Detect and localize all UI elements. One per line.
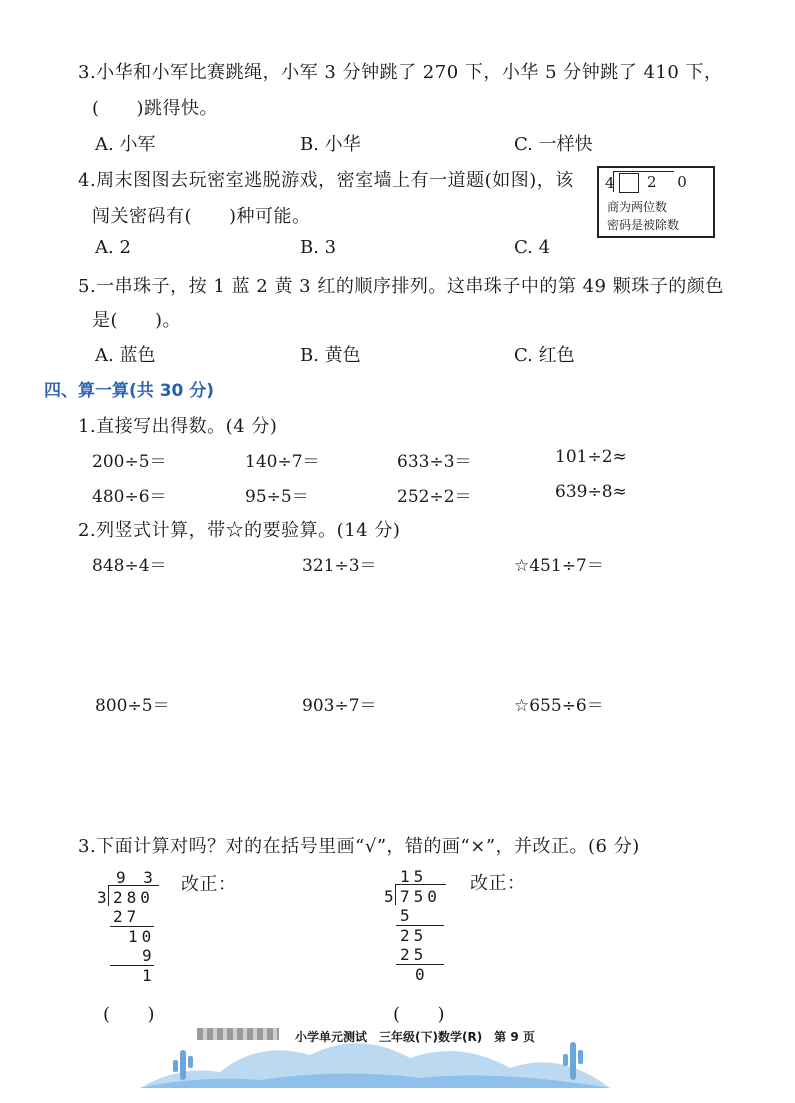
step-3: 25 <box>400 945 428 964</box>
quotient: 9 3 <box>116 868 157 887</box>
dividend: 750 <box>400 887 441 906</box>
part1-title: 1.直接写出得数。(4 分) <box>78 416 278 437</box>
part3-title: 3.下面计算对吗？对的在括号里画“√”，错的画“×”，并改正。(6 分) <box>78 836 640 857</box>
footer-landscape-decoration <box>140 1010 610 1090</box>
q5-option-c: C. 红色 <box>514 345 575 366</box>
vertical-calc-item: 903÷7＝ <box>302 696 377 716</box>
puzzle-divisor: 4 <box>605 174 615 192</box>
step-3: 9 <box>142 946 156 965</box>
password-puzzle-box <box>597 166 715 238</box>
remainder: 1 <box>142 966 156 985</box>
puzzle-hint1: 商为两位数 <box>607 200 668 214</box>
q4-line1: 4.周末图图去玩密室逃脱游戏，密室墙上有一道题(如图)，该 <box>78 170 574 191</box>
q3-line1: 3.小华和小军比赛跳绳，小军 3 分钟跳了 270 下，小华 5 分钟跳了 410 下， <box>78 62 723 83</box>
blank-digit-square <box>619 173 639 193</box>
divisor: 5 <box>384 887 398 906</box>
vertical-calc-item: ☆451÷7＝ <box>514 556 604 576</box>
step-1: 5 <box>400 906 414 925</box>
q5-option-a: A. 蓝色 <box>95 345 156 366</box>
divisor: 3 <box>97 888 111 907</box>
q4-line2: 闯关密码有( )种可能。 <box>92 206 311 227</box>
calc-item: 200÷5＝ <box>92 452 167 472</box>
q5-line1: 5.一串珠子，按 1 蓝 2 黄 3 红的顺序排列。这串珠子中的第 49 颗珠子的颜色 <box>78 276 724 297</box>
calc-item: 480÷6＝ <box>92 487 167 507</box>
q3-line2: ( )跳得快。 <box>92 98 219 119</box>
step-2: 10 <box>128 927 156 946</box>
dividend: 280 <box>113 888 154 907</box>
q4-option-b: B. 3 <box>300 237 337 258</box>
calc-item: 101÷2≈ <box>555 447 627 467</box>
q5-option-b: B. 黄色 <box>300 345 361 366</box>
answer-paren-right[interactable]: ( ) <box>393 1004 446 1025</box>
part2-title: 2.列竖式计算，带☆的要验算。(14 分) <box>78 520 401 541</box>
correction-label-left: 改正： <box>181 874 237 895</box>
calc-item: 140÷7＝ <box>245 452 320 472</box>
vertical-calc-item: 800÷5＝ <box>95 696 170 716</box>
correction-label-right: 改正： <box>470 873 526 894</box>
remainder: 0 <box>415 965 429 984</box>
calc-item: 95÷5＝ <box>245 487 309 507</box>
q3-option-c: C. 一样快 <box>514 134 593 155</box>
step-2: 25 <box>400 926 428 945</box>
step-1: 27 <box>113 907 141 926</box>
section-title: 四、算一算(共 30 分) <box>44 381 215 401</box>
vertical-calc-item: 848÷4＝ <box>92 556 167 576</box>
q3-option-a: A. 小军 <box>95 134 156 155</box>
q5-line2: 是( )。 <box>92 310 182 331</box>
puzzle-dividend-digits: 2 0 <box>647 173 695 191</box>
calc-item: 639÷8≈ <box>555 482 627 502</box>
q4-option-c: C. 4 <box>514 237 551 258</box>
vertical-calc-item: 321÷3＝ <box>302 556 377 576</box>
footer-blur-block <box>197 1028 279 1040</box>
calc-item: 633÷3＝ <box>397 452 472 472</box>
calc-item: 252÷2＝ <box>397 487 472 507</box>
q4-option-a: A. 2 <box>95 237 131 258</box>
q3-option-b: B. 小华 <box>300 134 361 155</box>
vertical-calc-item: ☆655÷6＝ <box>514 696 604 716</box>
footer-text: 小学单元测试 三年级(下)数学(R) 第 9 页 <box>295 1030 535 1044</box>
answer-paren-left[interactable]: ( ) <box>103 1004 156 1025</box>
quotient: 15 <box>400 867 428 886</box>
puzzle-hint2: 密码是被除数 <box>607 218 680 232</box>
